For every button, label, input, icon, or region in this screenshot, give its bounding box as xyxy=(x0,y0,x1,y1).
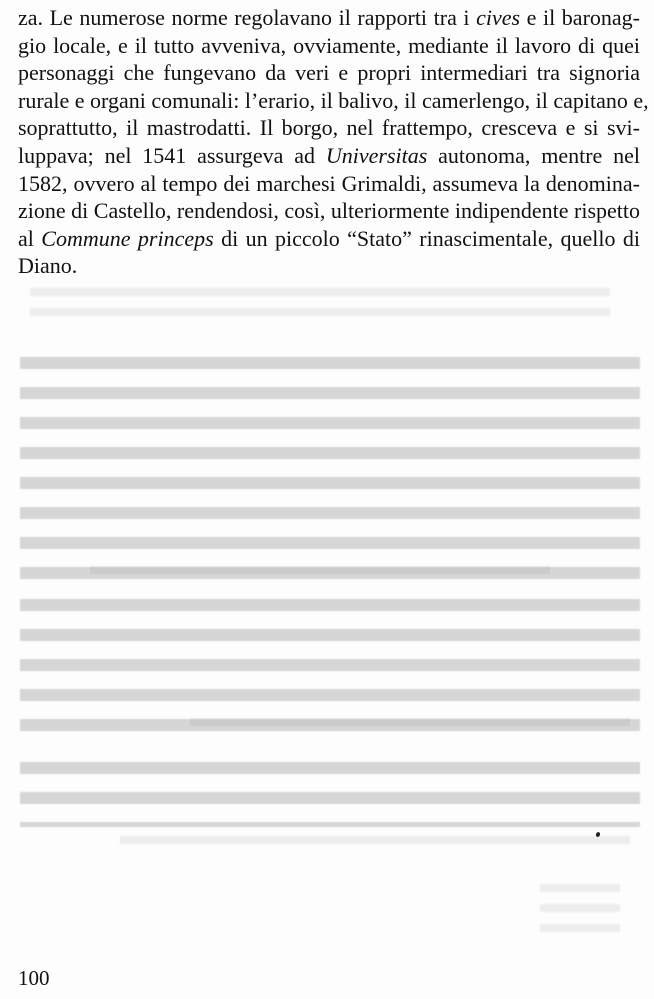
text-line xyxy=(18,252,640,280)
text-line xyxy=(18,32,640,60)
text-run: rurale e organi comunali: l’erario, il balivo, il camerlengo, il capitano e, xyxy=(18,87,649,113)
text-run: di un piccolo “Stato” rinascimentale, quello di xyxy=(213,225,640,251)
text-run: al xyxy=(18,225,42,251)
text-line xyxy=(18,4,640,32)
text-run: zione di Castello, rendendosi, così, ulteriormente indipendente rispetto xyxy=(18,198,640,224)
text-line xyxy=(18,114,640,142)
text-run: autonoma, mentre nel xyxy=(427,142,640,168)
text-run: soprattutto, il mastrodatti. Il borgo, nel frattempo, cresceva e si svi- xyxy=(18,115,640,141)
text-line xyxy=(18,87,649,115)
text-run: Diano. xyxy=(18,253,78,279)
text-run: luppava; nel 1541 assurgeva ad xyxy=(18,142,326,168)
text-line xyxy=(18,142,640,170)
body-paragraph xyxy=(18,4,649,280)
text-run: gio locale, e il tutto avveniva, ovviamente, mediante il lavoro di quei xyxy=(18,32,640,58)
italic-term: Universitas xyxy=(325,142,428,168)
text-run: personaggi che fungevano da veri e propri intermediari tra signoria xyxy=(18,60,640,86)
text-run: e il baronag- xyxy=(520,5,640,30)
italic-term: Commune princeps xyxy=(41,225,214,251)
text-line xyxy=(18,225,640,253)
text-run: 1582, ovvero al tempo dei marchesi Grimaldi, assumeva la denomina- xyxy=(18,170,640,196)
italic-term: cives xyxy=(476,5,521,30)
text-line xyxy=(18,197,640,225)
text-line xyxy=(18,59,640,87)
text-run: za. Le numerose norme regolavano il rapporti tra i xyxy=(18,5,477,30)
page-number: 100 xyxy=(18,966,50,990)
text-line xyxy=(18,170,640,198)
